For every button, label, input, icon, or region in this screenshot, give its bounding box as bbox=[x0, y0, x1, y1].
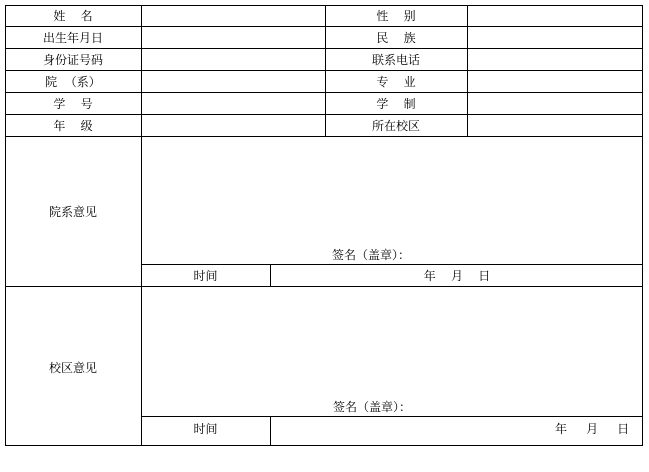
input-grade[interactable] bbox=[142, 115, 325, 136]
column-line bbox=[325, 5, 326, 136]
label-program-length: 学 制 bbox=[376, 97, 416, 111]
application-form-table bbox=[5, 5, 643, 446]
label-birth: 出生年月日 bbox=[42, 31, 103, 45]
campus-date: 年 月 日 bbox=[555, 422, 630, 436]
label-gender: 性 别 bbox=[376, 9, 416, 23]
label-id-number: 身份证号码 bbox=[42, 53, 103, 67]
label-student-id: 学 号 bbox=[53, 97, 93, 111]
input-phone[interactable] bbox=[468, 49, 642, 70]
label-campus: 所在校区 bbox=[371, 119, 420, 133]
label-college: 院 （系） bbox=[45, 75, 101, 89]
input-major[interactable] bbox=[468, 71, 642, 92]
campus-signature-label: 签名（盖章）： bbox=[333, 400, 412, 414]
campus-opinion-area[interactable] bbox=[142, 287, 642, 416]
row-line bbox=[141, 416, 643, 417]
input-name[interactable] bbox=[142, 6, 325, 26]
college-time-label: 时间 bbox=[193, 269, 218, 283]
input-program-length[interactable] bbox=[468, 93, 642, 114]
college-opinion-label: 院系意见 bbox=[48, 205, 97, 219]
input-campus[interactable] bbox=[468, 115, 642, 136]
column-line bbox=[270, 416, 271, 446]
label-name: 姓 名 bbox=[53, 9, 93, 23]
college-date: 年 月 日 bbox=[423, 269, 491, 283]
input-id-number[interactable] bbox=[142, 49, 325, 70]
label-phone: 联系电话 bbox=[371, 53, 420, 67]
campus-time-label: 时间 bbox=[193, 422, 218, 436]
label-ethnicity: 民 族 bbox=[376, 31, 416, 45]
input-college[interactable] bbox=[142, 71, 325, 92]
input-student-id[interactable] bbox=[142, 93, 325, 114]
label-grade: 年 级 bbox=[53, 119, 93, 133]
college-opinion-area[interactable] bbox=[142, 137, 642, 264]
college-signature-label: 签名（盖章）： bbox=[332, 248, 411, 262]
input-birth[interactable] bbox=[142, 27, 325, 48]
input-gender[interactable] bbox=[468, 6, 642, 26]
row-line bbox=[141, 264, 643, 265]
label-major: 专 业 bbox=[376, 75, 416, 89]
input-ethnicity[interactable] bbox=[468, 27, 642, 48]
campus-opinion-label: 校区意见 bbox=[48, 361, 97, 375]
